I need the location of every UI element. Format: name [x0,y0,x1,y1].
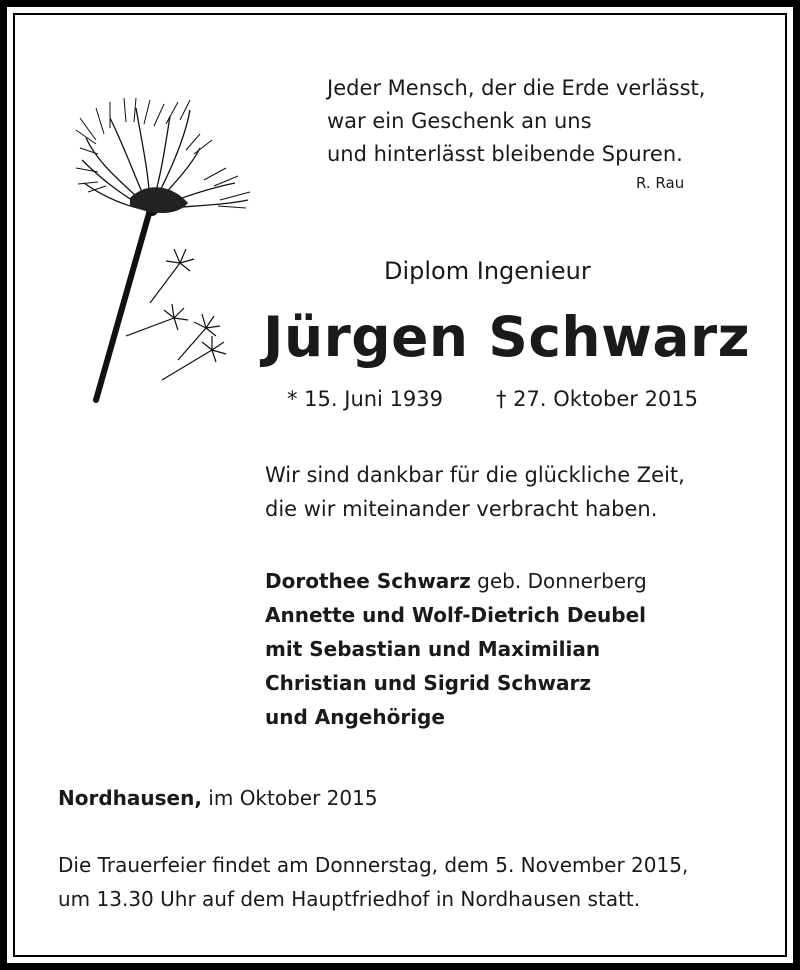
mourner-line: Christian und Sigrid Schwarz [265,671,591,695]
academic-title: Diplom Ingenieur [384,257,591,285]
mourners-list [265,564,647,734]
maiden-name: geb. Donnerberg [470,569,647,593]
quote [327,72,705,171]
service-line: um 13.30 Uhr auf dem Hauptfriedhof in Nordhausen statt. [58,887,641,911]
mourner-name: Dorothee Schwarz [265,569,471,593]
death-date: † 27. Oktober 2015 [496,387,699,411]
thanks-text [265,458,685,526]
service-line: Die Trauerfeier findet am Donnerstag, dem 5. November 2015, [58,853,689,877]
place-city: Nordhausen, [58,786,202,810]
place-month: im Oktober 2015 [201,786,378,810]
mourner-line: mit Sebastian und Maximilian [265,637,601,661]
quote-line: war ein Geschenk an uns [327,109,592,133]
mourner-line: Annette und Wolf-Dietrich Deubel [265,603,647,627]
dandelion-illustration [70,88,260,408]
birth-date: * 15. Juni 1939 [287,387,444,411]
deceased-name: Jürgen Schwarz [263,305,751,369]
mourner-line [265,564,647,598]
mourner-line: und Angehörige [265,705,445,729]
thanks-line: die wir miteinander verbracht haben. [265,497,658,521]
quote-line: Jeder Mensch, der die Erde verlässt, [327,76,706,100]
quote-line: und hinterlässt bleibende Spuren. [327,142,683,166]
thanks-line: Wir sind dankbar für die glückliche Zeit, [265,463,685,487]
place-date [58,786,378,810]
funeral-service-info [58,848,688,916]
quote-author: R. Rau [636,174,685,192]
